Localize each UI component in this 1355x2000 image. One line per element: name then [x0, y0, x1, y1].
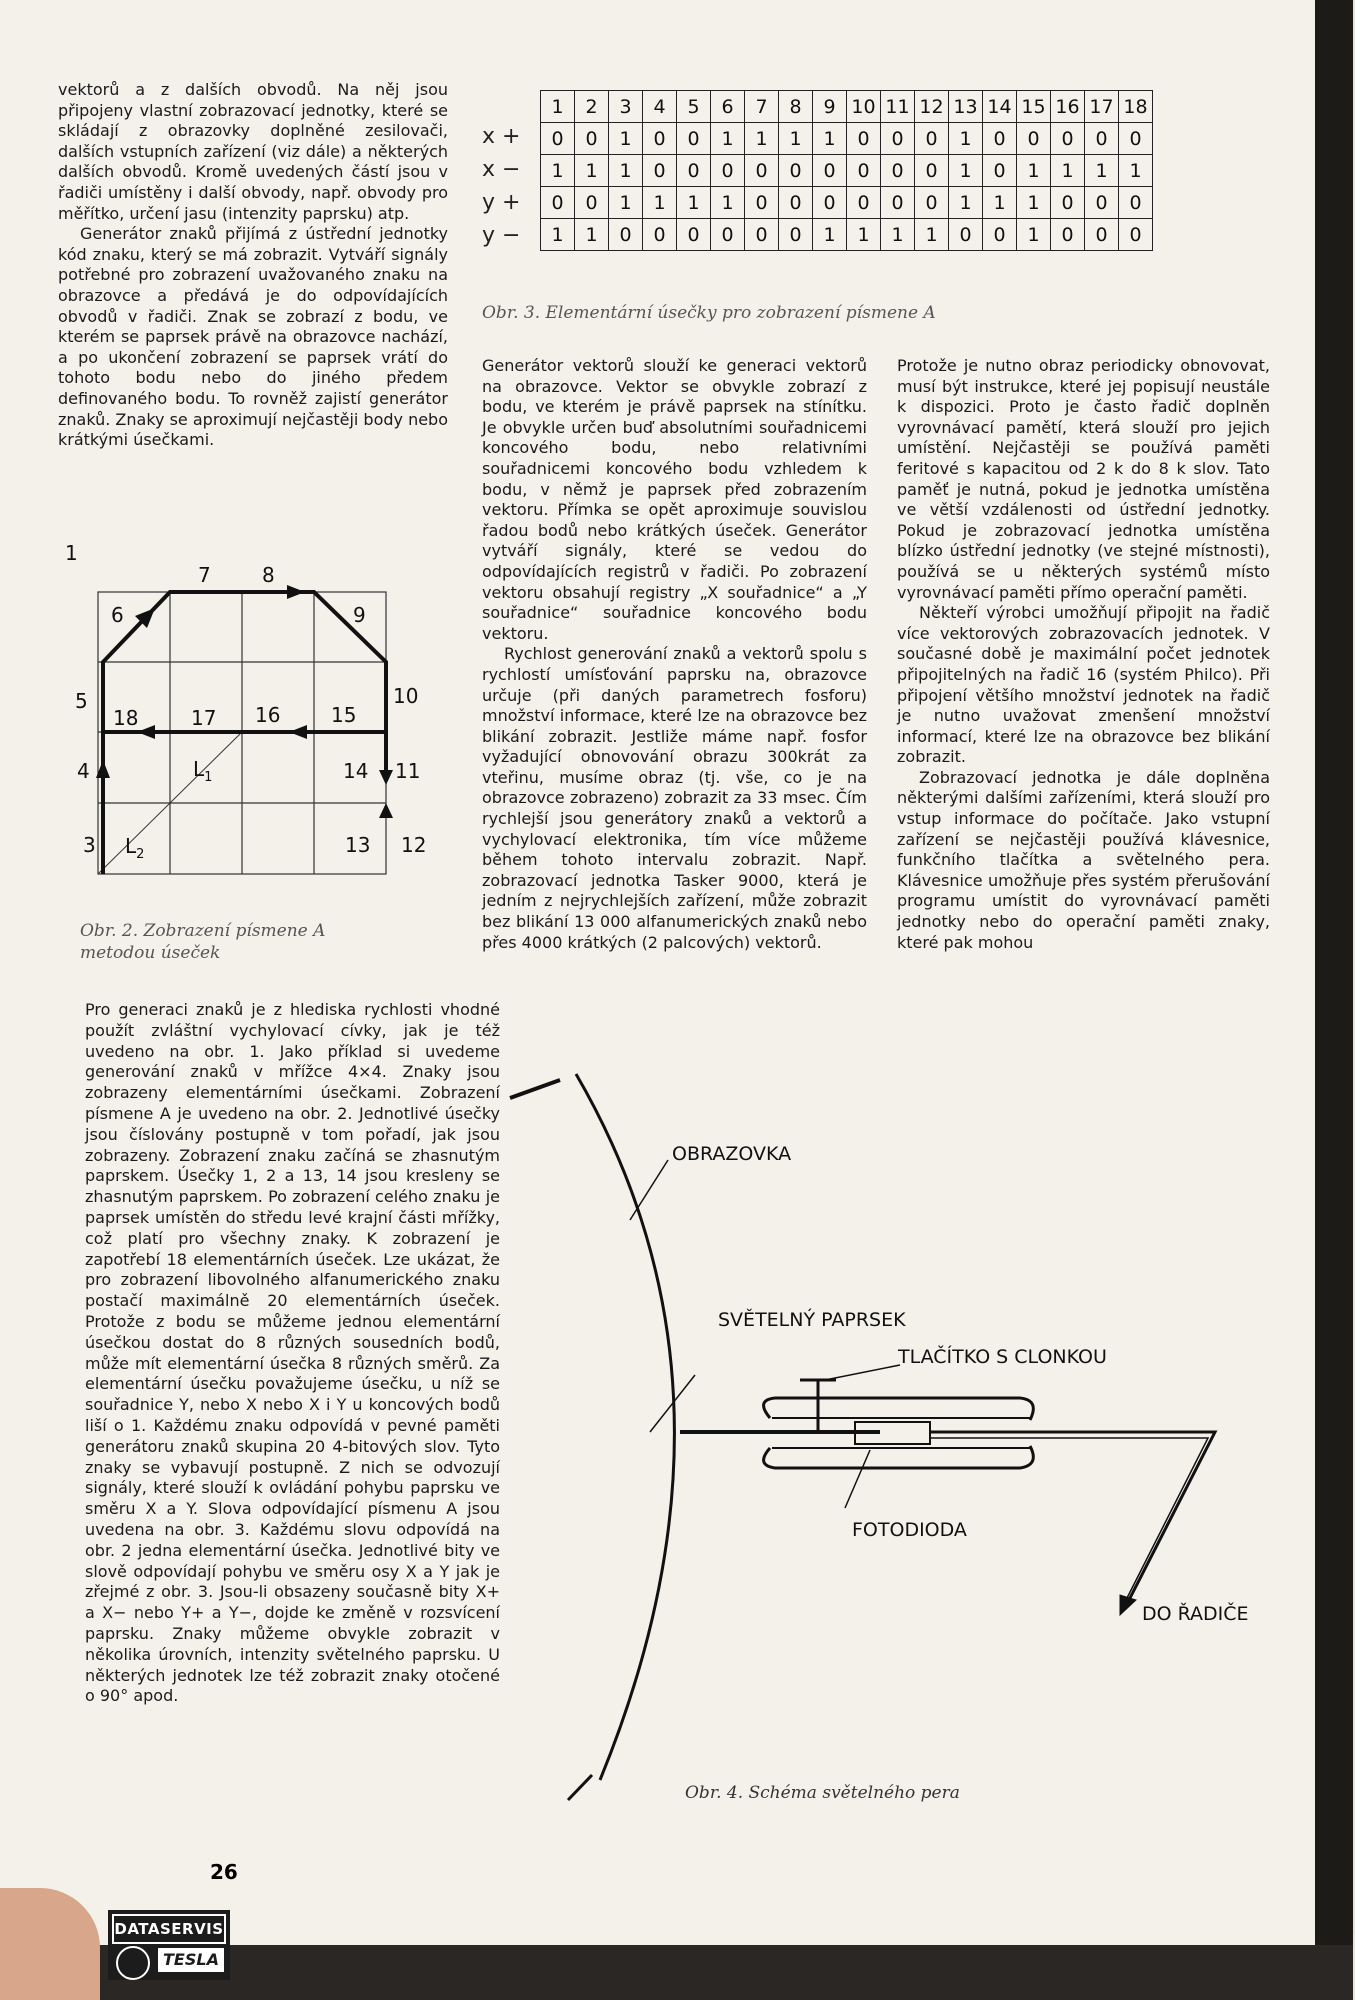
paragraph: Generátor vektorů slouží ke generaci vektorů na obrazovce. Vektor se obvykle zobrazí z bodu, ve kterém je právě paprsek na stínítku. Je obvykle určen buď absolutními souřadnicemi koncového bodu, nebo relativními souřadnicemi koncového bodu vzhledem k bodu, v němž je paprsek před zobrazením vektoru. Přímka se opět aproximuje souvislou řadou bodů nebo krátkých úseček. Generátor vytváří signály, které se vedou do odpovídajících registrů v řadiči. Po zobrazení vektoru obsahují registry „X souřadnice“ a „Y souřadnice“ souřadnice koncového bodu vektoru. — [482, 356, 867, 643]
bit-cell: 0 — [643, 155, 677, 187]
label-obrazovka: OBRAZOVKA — [672, 1143, 792, 1165]
label-fotodioda: FOTODIODA — [852, 1519, 967, 1541]
bit-cell: 0 — [745, 155, 779, 187]
bit-cell: 0 — [1085, 187, 1119, 219]
label-do-radice: DO ŘADIČE — [1142, 1603, 1249, 1625]
bit-cell: 0 — [915, 123, 949, 155]
column-2-text — [482, 356, 867, 953]
bit-cell: 0 — [881, 123, 915, 155]
bit-cell: 0 — [779, 155, 813, 187]
bit-cell: 0 — [1119, 219, 1153, 251]
paragraph: Pro generaci znaků je z hlediska rychlosti vhodné použít zvláštní vychylovací cívky, jak je též uvedeno na obr. 1. Jako příklad si uvedeme generování znaků v mřížce 4×4. Znaky jsou zobrazeny elementárními úsečkami. Zobrazení písmene A je uvedeno na obr. 2. Jednotlivé úsečky jsou číslovány postupně v tom pořadí, jak jsou zobrazeny. Zobrazení znaku začíná se zhasnutým paprskem. Úsečky 1, 2 a 13, 14 jsou kresleny se zhasnutým paprskem. Po zobrazení celého znaku je paprsek umístěn do středu levé krajní části mřížky, což platí pro všechny znaky. K zobrazení je zapotřebí 18 elementárních úseček. Lze ukázat, že pro zobrazení libovolného alfanumerického znaku postačí maximálně 20 elementárních úseček. Protože z bodu se můžeme jednou elementární úsečkou dostat do 8 různých sousedních bodů, může mít elementární úsečka 8 různých směrů. Za elementární úsečku považujeme úsečku, u níž se souřadnice Y, nebo X nebo X i Y u koncových bodů liší o 1. Každému znaku odpovídá v pevné paměti generátoru znaků skupina 20 4-bitových slov. Tyto znaky se vybavují postupně. Z nich se odvozují signály, které slouží k ovládání pohybu paprsku ve směru X a Y. Slova odpovídající písmenu A jsou uvedena na obr. 3. Každému slovu odpovídá na obr. 2 jedna elementární úsečka. Jednotlivé bity ve slově odpovídají pohybu ve směru osy X a Y jak je zřejmé z obr. 3. Jsou-li obsazeny současně bity X+ a X− nebo Y+ a Y−, dojde ke změně v rozsvícení paprsku. Znaky můžeme obvykle zobrazit v několika úrovních, intenzity světelného paprsku. U některých jednotek lze též zobrazit znaky otočené o 90° apod. — [85, 1000, 500, 1706]
bit-cell: 0 — [575, 187, 609, 219]
bit-cell: 1 — [643, 187, 677, 219]
seg-label-14: 14 — [343, 759, 369, 783]
label-l1: $L_1$ — [193, 757, 213, 785]
bit-cell: 1 — [949, 187, 983, 219]
row-label-x-minus: x − — [482, 157, 521, 182]
bit-cell: 0 — [949, 219, 983, 251]
header-cell: 15 — [1017, 91, 1051, 123]
header-cell: 17 — [1085, 91, 1119, 123]
header-cell: 11 — [881, 91, 915, 123]
bit-cell: 1 — [609, 123, 643, 155]
bit-cell: 0 — [643, 123, 677, 155]
header-cell: 16 — [1051, 91, 1085, 123]
bit-cell: 0 — [813, 187, 847, 219]
paragraph: Generátor znaků přijímá z ústřední jednotky kód znaku, který se má zobrazit. Vytváří signály potřebné pro zobrazení uvažovaného znaku na obrazovce a předává je do odpovídajících obvodů v řadiči. Znak se zobrazí z bodu, ve kterém se paprsek právě na obrazovce nachází, a po ukončení zobrazení se paprsek vrátí do tohoto bodu nebo do jiného předem definovaného bodu. To rovněž zajistí generátor znaků. Znaky se aproximují nejčastěji body nebo krátkými úsečkami. — [58, 224, 448, 450]
bit-cell: 0 — [983, 219, 1017, 251]
book-spine — [1315, 0, 1353, 2000]
table-row — [541, 155, 1153, 187]
bit-cell: 1 — [711, 123, 745, 155]
figure-2-letter-a-grid — [65, 541, 427, 890]
bit-cell: 0 — [779, 187, 813, 219]
bit-cell: 0 — [881, 155, 915, 187]
bit-cell: 0 — [779, 219, 813, 251]
seg-label-5: 5 — [75, 689, 88, 713]
header-cell: 7 — [745, 91, 779, 123]
bit-cell: 0 — [609, 219, 643, 251]
header-cell: 13 — [949, 91, 983, 123]
bit-cell: 0 — [541, 123, 575, 155]
bit-cell: 0 — [847, 123, 881, 155]
bit-cell: 1 — [541, 155, 575, 187]
bit-cell: 1 — [609, 155, 643, 187]
bit-cell: 0 — [745, 219, 779, 251]
page-number: 26 — [210, 1860, 238, 1884]
header-cell: 10 — [847, 91, 881, 123]
bit-cell: 1 — [745, 123, 779, 155]
bit-cell: 1 — [881, 219, 915, 251]
bit-cell: 0 — [1051, 187, 1085, 219]
screen-top-stub — [510, 1080, 560, 1098]
header-cell: 8 — [779, 91, 813, 123]
seg-label-6: 6 — [111, 603, 124, 627]
bit-cell: 1 — [541, 219, 575, 251]
header-cell: 1 — [541, 91, 575, 123]
header-cell: 6 — [711, 91, 745, 123]
bit-cell: 1 — [1085, 155, 1119, 187]
figure-3-bit-table — [540, 90, 1153, 251]
figure-4-caption: Obr. 4. Schéma světelného pera — [685, 1783, 960, 1803]
seg-label-15: 15 — [331, 703, 357, 727]
seg-label-3: 3 — [83, 833, 96, 857]
bit-cell: 1 — [609, 187, 643, 219]
bit-cell: 0 — [677, 219, 711, 251]
bit-cell: 0 — [915, 187, 949, 219]
bit-cell: 0 — [847, 155, 881, 187]
column-1-bottom-text — [85, 1000, 500, 1707]
paragraph: Rychlost generování znaků a vektorů spolu s rychlostí umísťování paprsku na, obrazovce určuje (při daných parametrech fosforu) množství informace, které lze na obrazovce bez blikání zobrazit. Jestliže máme např. fosfor vyžadující obnovování obrazu 300krát za vteřinu, musíme obraz (tj. vše, co je na obrazovce zobrazeno) zobrazit za 33 msec. Čím rychlejší jsou generátory znaků a vektorů a vychylovací elektronika, tím více můžeme během tohoto intervalu zobrazit. Např. zobrazovací jednotka Tasker 9000, která je jedním z nejrychlejších zařízení, může zobrazit bez blikání 13 000 alfanumerických znaků nebo přes 4000 krátkých (2 palcových) vektorů. — [482, 644, 867, 952]
dataservis-tesla-logo: DATASERVIS TESLA — [108, 1910, 230, 1980]
bit-cell: 1 — [1119, 155, 1153, 187]
row-label-x-plus: x + — [482, 124, 521, 149]
bit-cell: 1 — [1051, 155, 1085, 187]
seg-label-16: 16 — [255, 703, 281, 727]
column-1-top-text — [58, 80, 448, 451]
screen-bottom-stub — [568, 1775, 592, 1800]
bit-cell: 0 — [1051, 219, 1085, 251]
bit-cell: 0 — [541, 187, 575, 219]
header-cell: 5 — [677, 91, 711, 123]
bit-cell: 0 — [677, 123, 711, 155]
seg-label-8: 8 — [262, 563, 275, 587]
bit-cell: 1 — [949, 123, 983, 155]
bit-cell: 0 — [1051, 123, 1085, 155]
bit-cell: 1 — [779, 123, 813, 155]
paragraph: Zobrazovací jednotka je dále doplněna některými dalšími zařízeními, která slouží pro vstup informace do počítače. Jako vstupní zařízení se nejčastěji používá klávesnice, funkčního tlačítka a světelného pera. Klávesnice umožňuje přes systém přerušování programu umístit do vyrovnávací paměti jednotky nebo do operační paměti znaky, které pak mohou — [897, 767, 1270, 952]
leader-button — [825, 1365, 900, 1380]
figure-4-light-pen-schematic — [500, 1060, 1249, 1820]
bit-cell: 1 — [983, 187, 1017, 219]
bit-cell: 1 — [677, 187, 711, 219]
bit-cell: 0 — [575, 123, 609, 155]
bit-cell: 0 — [711, 219, 745, 251]
bit-cell: 0 — [643, 219, 677, 251]
header-cell: 3 — [609, 91, 643, 123]
bit-cell: 0 — [1085, 219, 1119, 251]
bit-cell: 0 — [983, 155, 1017, 187]
bit-cell: 1 — [711, 187, 745, 219]
bit-cell: 0 — [1119, 123, 1153, 155]
bit-cell: 1 — [1017, 187, 1051, 219]
header-cell: 12 — [915, 91, 949, 123]
paragraph: Protože je nutno obraz periodicky obnovovat, musí být instrukce, které jej popisují neustále k dispozici. Proto je často řadič doplněn vyrovnávací pamětí, která slouží pro jejich umístění. Nejčastěji se používá paměti feritové s kapacitou od 2 k do 8 k slov. Tato paměť je nutná, pokud je jednotka umístěna ve větší vzdálenosti od ústřední jednotky. Pokud je zobrazovací jednotka umístěna blízko ústřední jednotky (ve stejné místnosti), používá se u některých systémů místo vyrovnávací paměti přímo operační paměti. — [897, 356, 1270, 602]
bit-cell: 0 — [1119, 187, 1153, 219]
seg-label-13: 13 — [345, 833, 371, 857]
bit-cell: 0 — [813, 155, 847, 187]
table-row — [541, 187, 1153, 219]
bit-cell: 1 — [575, 155, 609, 187]
bit-cell: 1 — [813, 123, 847, 155]
header-cell: 2 — [575, 91, 609, 123]
paragraph: vektorů a z dalších obvodů. Na něj jsou připojeny vlastní zobrazovací jednotky, které se skládají z obrazovky doplněné zesilovači, dalších vstupních zařízení (viz dále) a některých dalších obvodů. Kromě uvedených částí jsou v řadiči umístěny i další obvody, např. obvody pro měřítko, určení jasu (intenzity paprsku) atp. — [58, 80, 448, 223]
bit-cell: 0 — [915, 155, 949, 187]
row-label-y-minus: y − — [482, 223, 521, 248]
bit-cell: 1 — [847, 219, 881, 251]
seg-label-10: 10 — [393, 684, 419, 708]
bit-cell: 0 — [745, 187, 779, 219]
figure-2-caption: Obr. 2. Zobrazení písmene A metodou úseček — [80, 921, 326, 963]
header-cell: 14 — [983, 91, 1017, 123]
leader-screen — [630, 1160, 668, 1220]
table-row — [541, 123, 1153, 155]
arrow-heads — [96, 585, 393, 818]
seg-label-7: 7 — [198, 563, 211, 587]
seg-label-18: 18 — [113, 706, 139, 730]
bit-cell: 0 — [983, 123, 1017, 155]
column-3-text — [897, 356, 1270, 953]
bit-cell: 0 — [677, 155, 711, 187]
seg-label-11: 11 — [395, 759, 421, 783]
header-cell: 4 — [643, 91, 677, 123]
seg-label-9: 9 — [353, 603, 366, 627]
label-l2: $L_2$ — [125, 834, 145, 862]
table-row — [541, 219, 1153, 251]
bit-cell: 1 — [915, 219, 949, 251]
paragraph: Někteří výrobci umožňují připojit na řadič více vektorových zobrazovacích jednotek. V současné době je maximální počet jednotek připojitelných na řadič 16 (systém Philco). Při připojení většího množství jednotek na řadič je nutno uvažovat zmenšení množství informací, které lze na obrazovce bez blikání zobrazit. — [897, 603, 1270, 767]
bit-cell: 1 — [813, 219, 847, 251]
leader-diode — [845, 1450, 870, 1508]
cable — [930, 1432, 1215, 1598]
seg-label-12: 12 — [401, 833, 427, 857]
bit-cell: 1 — [1017, 155, 1051, 187]
bit-cell: 1 — [949, 155, 983, 187]
screen-curve — [576, 1074, 674, 1780]
bit-cell: 0 — [711, 155, 745, 187]
bit-cell: 1 — [575, 219, 609, 251]
seg-label-17: 17 — [191, 706, 217, 730]
row-label-y-plus: y + — [482, 190, 521, 215]
label-svetelny-paprsek: SVĚTELNÝ PAPRSEK — [718, 1309, 906, 1331]
seg-label-1: 1 — [65, 541, 78, 565]
header-cell: 9 — [813, 91, 847, 123]
figure-3-caption: Obr. 3. Elementární úsečky pro zobrazení písmene A — [482, 303, 936, 323]
bit-cell: 0 — [1085, 123, 1119, 155]
header-cell: 18 — [1119, 91, 1153, 123]
bit-cell: 0 — [1017, 123, 1051, 155]
bit-cell: 0 — [881, 187, 915, 219]
bit-cell: 0 — [847, 187, 881, 219]
seg-label-4: 4 — [77, 759, 90, 783]
bit-cell: 1 — [1017, 219, 1051, 251]
label-tlacitko: TLAČÍTKO S CLONKOU — [898, 1346, 1107, 1368]
